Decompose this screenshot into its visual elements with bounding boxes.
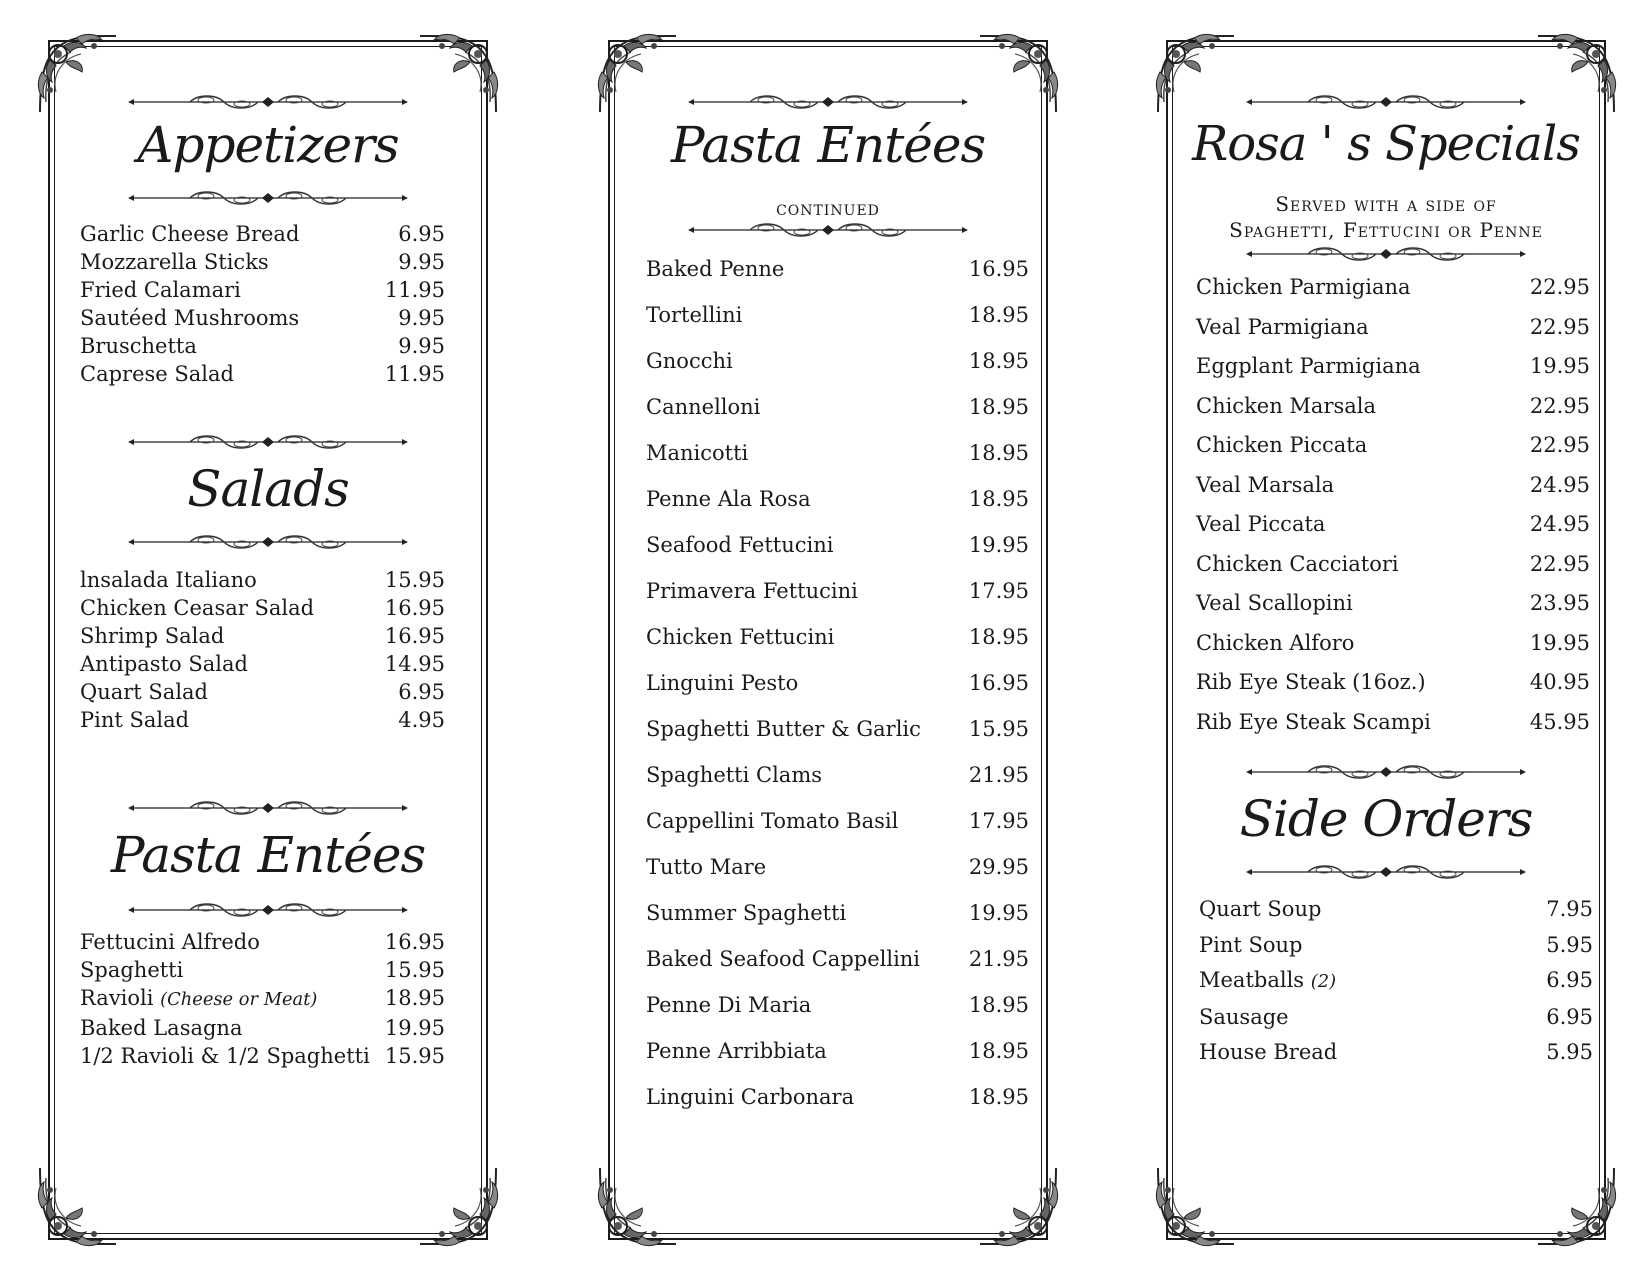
menu-item-name	[646, 706, 921, 752]
menu-item	[646, 568, 1029, 614]
section-title-pasta-entrees-continued: Pasta Entées	[670, 116, 986, 174]
menu-item-name-text: Chicken Cacciatori	[1196, 551, 1399, 576]
menu-panel-left	[48, 40, 488, 1240]
menu-item-price: 18.95	[968, 349, 1029, 373]
menu-item-name	[646, 844, 766, 890]
flourish-divider-icon	[128, 800, 408, 816]
menu-item-name	[80, 276, 241, 304]
menu-item-price: 9.95	[398, 334, 445, 358]
menu-item-name-text: Pint Soup	[1199, 932, 1303, 957]
ornamental-corner-icon	[596, 32, 680, 116]
menu-item-name-text: Pint Salad	[80, 708, 190, 732]
salads-list	[80, 566, 445, 734]
menu-item	[1199, 1035, 1593, 1071]
menu-item	[1196, 505, 1590, 545]
menu-item	[646, 338, 1029, 384]
menu-item-price: 18.95	[384, 986, 445, 1010]
menu-item	[80, 956, 445, 984]
menu-item-name-text: Bruschetta	[80, 334, 197, 358]
menu-item	[646, 522, 1029, 568]
menu-item	[1196, 663, 1590, 703]
menu-item-name	[80, 566, 257, 594]
menu-item-price: 6.95	[1546, 968, 1593, 992]
menu-item-name-text: Cannelloni	[646, 395, 761, 419]
pasta-entrees-list	[80, 928, 445, 1070]
ornamental-corner-icon	[416, 32, 500, 116]
menu-item-name-text: Spaghetti	[80, 958, 184, 982]
menu-item-name	[80, 650, 248, 678]
menu-item-name	[1199, 1000, 1289, 1036]
menu-item	[80, 304, 445, 332]
menu-item	[80, 928, 445, 956]
menu-item-name	[80, 248, 269, 276]
menu-item-name-text: Quart Salad	[80, 680, 208, 704]
flourish-divider-icon	[688, 94, 968, 110]
ornamental-corner-icon	[36, 1164, 120, 1248]
menu-item	[1199, 928, 1593, 964]
menu-item	[646, 752, 1029, 798]
menu-item-name	[80, 1014, 242, 1042]
menu-item-price: 4.95	[398, 708, 445, 732]
menu-item-price: 24.95	[1529, 512, 1590, 536]
menu-item	[80, 360, 445, 388]
menu-item-note: (Cheese or Meat)	[160, 989, 318, 1010]
menu-item	[80, 276, 445, 304]
section-subtitle-line2: Spaghetti, Fettucini or Penne	[1229, 218, 1543, 242]
menu-item-name-text: 1/2 Ravioli & 1/2 Spaghetti	[80, 1044, 370, 1068]
menu-item-name-text: Tortellini	[646, 303, 743, 327]
menu-item-name	[646, 798, 898, 844]
menu-item	[646, 844, 1029, 890]
menu-item-name-text: Chicken Fettucini	[646, 625, 835, 649]
menu-item-name	[80, 332, 197, 360]
menu-item	[646, 1074, 1029, 1120]
menu-item-price: 18.95	[968, 1085, 1029, 1109]
menu-item	[1199, 963, 1593, 1000]
menu-item-price: 11.95	[384, 362, 445, 386]
menu-item-name-text: Tutto Mare	[646, 855, 767, 879]
menu-item-name-text: Chicken Alforo	[1196, 630, 1355, 655]
menu-item-price: 19.95	[968, 533, 1029, 557]
menu-item-name	[1196, 308, 1369, 348]
menu-item-name-text: Antipasto Salad	[80, 652, 248, 676]
menu-item-name	[80, 360, 234, 388]
menu-item-price: 15.95	[384, 568, 445, 592]
menu-item-name-text: Chicken Parmigiana	[1196, 275, 1411, 299]
menu-item-name	[1196, 545, 1399, 585]
menu-item-name	[1196, 703, 1431, 743]
flourish-divider-icon	[1246, 94, 1526, 110]
menu-item-name	[1196, 584, 1353, 624]
menu-item-price: 18.95	[968, 993, 1029, 1017]
menu-item-name	[80, 984, 317, 1014]
ornamental-corner-icon	[976, 32, 1060, 116]
menu-item-price: 5.95	[1546, 932, 1593, 957]
menu-item-price: 19.95	[968, 901, 1029, 925]
menu-item-name-text: Rib Eye Steak Scampi	[1196, 709, 1431, 734]
menu-item-name-text: Rib Eye Steak (16oz.)	[1196, 670, 1426, 694]
menu-item-price: 40.95	[1529, 670, 1590, 694]
menu-item	[80, 678, 445, 706]
menu-item-name-text: Spaghetti Butter & Garlic	[646, 717, 921, 741]
menu-panel-middle	[608, 40, 1048, 1240]
menu-item-price: 18.95	[968, 487, 1029, 511]
menu-item-name-text: Sautéed Mushrooms	[80, 306, 300, 330]
menu-item-name-text: House Bread	[1199, 1040, 1338, 1064]
menu-item	[80, 332, 445, 360]
menu-item-name	[1196, 268, 1411, 308]
menu-item	[80, 248, 445, 276]
flourish-divider-icon	[128, 902, 408, 918]
menu-item-price: 21.95	[968, 763, 1029, 787]
menu-item-note: (2)	[1310, 971, 1337, 992]
flourish-divider-icon	[128, 434, 408, 450]
menu-item-name-text: Penne Ala Rosa	[646, 487, 811, 511]
menu-item	[1196, 426, 1590, 466]
menu-item-name	[80, 220, 299, 248]
menu-item-name-text: Linguini Pesto	[646, 671, 799, 695]
menu-item-name	[646, 430, 748, 476]
menu-item-name	[646, 660, 798, 706]
menu-item-price: 18.95	[968, 303, 1029, 327]
menu-item-name-text: Manicotti	[646, 441, 749, 465]
menu-item	[80, 594, 445, 622]
ornamental-corner-icon	[36, 32, 120, 116]
menu-item-name-text: Penne Arribbiata	[646, 1039, 827, 1063]
appetizers-list	[80, 220, 445, 388]
menu-item-name	[646, 292, 742, 338]
menu-item-name	[646, 338, 733, 384]
menu-item	[1196, 584, 1590, 624]
menu-item	[1196, 466, 1590, 506]
menu-item	[80, 622, 445, 650]
menu-item-price: 17.95	[968, 579, 1029, 603]
menu-item-price: 19.95	[1529, 630, 1590, 655]
section-title-pasta-entrees: Pasta Entées	[110, 826, 426, 884]
menu-item-price: 22.95	[1529, 314, 1590, 339]
menu-item	[80, 566, 445, 594]
menu-panel-right	[1166, 40, 1606, 1240]
menu-item-name-text: Seafood Fettucini	[646, 533, 834, 557]
menu-item-name-text: Chicken Marsala	[1196, 393, 1377, 418]
menu-item-name	[80, 304, 299, 332]
pasta-entrees-continued-list	[646, 246, 1029, 1120]
menu-item	[1196, 545, 1590, 585]
menu-item-name	[1196, 387, 1376, 427]
menu-item-name-text: Meatballs	[1199, 968, 1305, 992]
menu-item-name	[80, 594, 314, 622]
menu-item	[80, 220, 445, 248]
menu-item	[646, 890, 1029, 936]
section-title-salads: Salads	[187, 460, 349, 518]
menu-item	[80, 1042, 445, 1070]
ornamental-corner-icon	[1154, 32, 1238, 116]
menu-item-name	[1196, 426, 1367, 466]
menu-item-price: 6.95	[398, 222, 445, 246]
ornamental-corner-icon	[976, 1164, 1060, 1248]
menu-item-price: 19.95	[384, 1016, 445, 1040]
section-title-rosas-specials: Rosa ' s Specials	[1192, 116, 1580, 172]
menu-item-name-text: Cappellini Tomato Basil	[646, 809, 899, 833]
menu-item-name	[1196, 663, 1426, 703]
menu-item-name-text: Chicken Piccata	[1196, 433, 1368, 457]
menu-item-name	[80, 622, 224, 650]
menu-item-name	[1196, 466, 1334, 506]
menu-item-name-text: Primavera Fettucini	[646, 579, 858, 603]
menu-item	[646, 246, 1029, 292]
menu-item	[646, 936, 1029, 982]
menu-item-name	[646, 476, 811, 522]
menu-item	[1196, 624, 1590, 664]
menu-item-name-text: lnsalada Italiano	[80, 568, 257, 592]
menu-item-name	[1196, 624, 1354, 664]
flourish-divider-icon	[1246, 864, 1526, 880]
ornamental-corner-icon	[1534, 32, 1618, 116]
menu-item	[80, 1014, 445, 1042]
menu-item-name	[1199, 892, 1321, 928]
menu-item	[1196, 308, 1590, 348]
menu-item-name	[80, 956, 183, 984]
ornamental-corner-icon	[596, 1164, 680, 1248]
section-subtitle: continued	[776, 196, 880, 220]
menu-item-price: 16.95	[968, 257, 1029, 281]
menu-item-name-text: Sausage	[1199, 1004, 1289, 1029]
menu-item-price: 5.95	[1546, 1040, 1593, 1064]
flourish-divider-icon	[1246, 764, 1526, 780]
menu-item-name	[1196, 505, 1325, 545]
menu-item-price: 14.95	[384, 652, 445, 676]
menu-item-price: 22.95	[1529, 275, 1590, 299]
ornamental-corner-icon	[1154, 1164, 1238, 1248]
menu-item-price: 16.95	[384, 930, 445, 954]
menu-item-name-text: Veal Marsala	[1196, 472, 1335, 497]
menu-item-name-text: Baked Lasagna	[80, 1016, 243, 1040]
menu-item-name	[646, 1028, 827, 1074]
menu-item	[1196, 703, 1590, 743]
menu-item-name-text: Gnocchi	[646, 349, 733, 373]
menu-item-name	[1196, 347, 1421, 387]
ornamental-corner-icon	[1534, 1164, 1618, 1248]
flourish-divider-icon	[688, 222, 968, 238]
menu-item	[1196, 268, 1590, 308]
menu-item-name	[1199, 1035, 1337, 1071]
menu-item-price: 29.95	[968, 855, 1029, 879]
menu-item-price: 19.95	[1529, 354, 1590, 378]
menu-item-name-text: Penne Di Maria	[646, 993, 812, 1017]
menu-item	[646, 1028, 1029, 1074]
menu-item-name-text: Shrimp Salad	[80, 624, 225, 648]
menu-item-name-text: Eggplant Parmigiana	[1196, 354, 1421, 378]
menu-item	[646, 614, 1029, 660]
menu-item-price: 17.95	[968, 809, 1029, 833]
menu-item	[80, 984, 445, 1014]
menu-item-name	[646, 384, 760, 430]
menu-item	[646, 476, 1029, 522]
side-orders-list	[1199, 892, 1593, 1071]
section-title-side-orders: Side Orders	[1239, 790, 1533, 848]
menu-item-price: 6.95	[398, 680, 445, 704]
menu-item-name	[646, 936, 920, 982]
menu-item-name-text: Veal Parmigiana	[1196, 314, 1369, 339]
menu-item-price: 6.95	[1546, 1004, 1593, 1029]
menu-item	[646, 430, 1029, 476]
menu-item-price: 9.95	[398, 306, 445, 330]
menu-item-price: 16.95	[384, 596, 445, 620]
menu-item-price: 45.95	[1529, 709, 1590, 734]
menu-item	[1196, 347, 1590, 387]
menu-item	[1199, 892, 1593, 928]
menu-item-name-text: Ravioli	[80, 986, 154, 1010]
menu-item	[80, 706, 445, 734]
menu-item-name	[646, 246, 784, 292]
menu-item	[1196, 387, 1590, 427]
menu-item-price: 18.95	[968, 395, 1029, 419]
section-title-appetizers: Appetizers	[137, 116, 399, 174]
menu-item-name-text: Linguini Carbonara	[646, 1085, 855, 1109]
menu-item-name-text: Garlic Cheese Bread	[80, 222, 300, 246]
menu-item	[80, 650, 445, 678]
menu-item-name	[646, 1074, 854, 1120]
rosas-specials-list	[1196, 268, 1590, 742]
menu-item-name	[80, 1042, 370, 1070]
menu-item-price: 9.95	[398, 250, 445, 274]
menu-item-name	[80, 706, 189, 734]
menu-item-name	[80, 678, 208, 706]
menu-item-name	[646, 890, 846, 936]
menu-item	[646, 384, 1029, 430]
menu-item-name	[1199, 963, 1336, 1000]
menu-item-name-text: Baked Penne	[646, 257, 785, 281]
menu-item-name-text: Fettucini Alfredo	[80, 930, 260, 954]
menu-item-price: 22.95	[1529, 433, 1590, 457]
menu-item-name-text: Spaghetti Clams	[646, 763, 823, 787]
menu-item-price: 22.95	[1529, 393, 1590, 418]
flourish-divider-icon	[128, 534, 408, 550]
menu-item-name-text: Mozzarella Sticks	[80, 250, 269, 274]
menu-item	[646, 292, 1029, 338]
menu-item-name	[646, 982, 811, 1028]
menu-item-price: 11.95	[384, 278, 445, 302]
menu-item-price: 15.95	[968, 717, 1029, 741]
menu-item-price: 16.95	[384, 624, 445, 648]
menu-item-name	[646, 522, 833, 568]
menu-item	[646, 706, 1029, 752]
menu-item-price: 23.95	[1529, 591, 1590, 615]
menu-item	[646, 798, 1029, 844]
flourish-divider-icon	[128, 94, 408, 110]
menu-item-price: 15.95	[384, 958, 445, 982]
menu-item-name	[646, 752, 822, 798]
menu-item-name-text: Chicken Ceasar Salad	[80, 596, 315, 620]
menu-item	[646, 982, 1029, 1028]
menu-item-name	[80, 928, 260, 956]
menu-item	[1199, 1000, 1593, 1036]
menu-item-price: 16.95	[968, 671, 1029, 695]
menu-item-name-text: Quart Soup	[1199, 897, 1322, 921]
menu-item-price: 18.95	[968, 625, 1029, 649]
menu-item-price: 18.95	[968, 1039, 1029, 1063]
ornamental-corner-icon	[416, 1164, 500, 1248]
menu-item-name	[1199, 928, 1302, 964]
menu-item-price: 7.95	[1546, 897, 1593, 921]
menu-item-price: 24.95	[1529, 472, 1590, 497]
menu-item-name-text: Caprese Salad	[80, 362, 234, 386]
menu-item-name-text: Veal Piccata	[1196, 512, 1326, 536]
menu-item-name	[646, 568, 858, 614]
menu-item-name-text: Fried Calamari	[80, 278, 241, 302]
menu-item-price: 21.95	[968, 947, 1029, 971]
menu-item-price: 18.95	[968, 441, 1029, 465]
menu-item	[646, 660, 1029, 706]
menu-item-name-text: Veal Scallopini	[1196, 591, 1353, 615]
flourish-divider-icon	[128, 190, 408, 206]
flourish-divider-icon	[1246, 246, 1526, 262]
menu-item-name-text: Baked Seafood Cappellini	[646, 947, 921, 971]
menu-item-price: 22.95	[1529, 551, 1590, 576]
menu-item-price: 15.95	[384, 1044, 445, 1068]
menu-item-name-text: Summer Spaghetti	[646, 901, 847, 925]
section-subtitle-line1: Served with a side of	[1275, 192, 1497, 216]
menu-item-name	[646, 614, 834, 660]
